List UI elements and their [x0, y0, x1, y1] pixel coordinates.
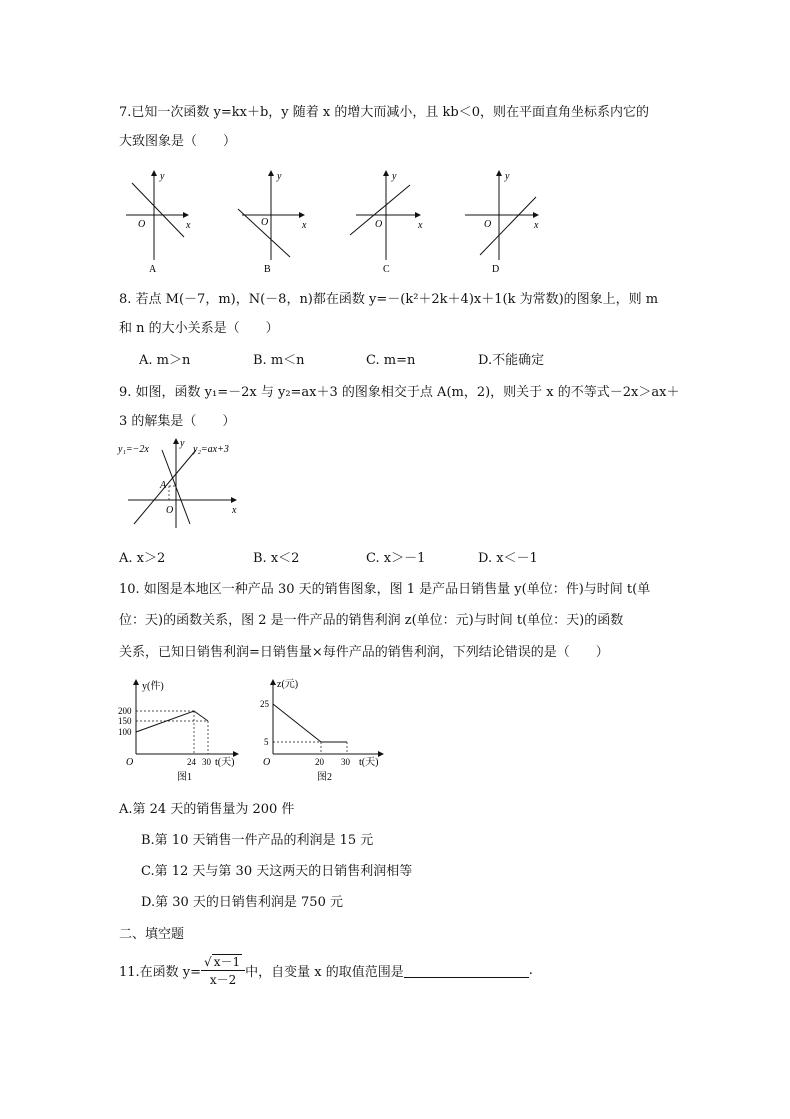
q9-point-a: A [160, 480, 167, 491]
q11-stem [119, 950, 533, 990]
q10-option-b[interactable]: B.第 10 天销售一件产品的利润是 15 元 [141, 833, 374, 848]
q7-c-x-label: x [418, 220, 423, 231]
q7-c-origin: O [375, 219, 383, 230]
q7-graphs-figure [118, 165, 558, 280]
q10-fig1-tick-200: 200 [118, 706, 132, 716]
q7-a-origin: O [138, 219, 146, 230]
q7-graph-b [238, 171, 307, 275]
q10-stem-line1: 10. 如图是本地区一种产品 30 天的销售图象，图 1 是产品日销售量 y(单位：件)与时间 t(单 [119, 582, 651, 597]
q8-option-a[interactable]: A. m＞n [139, 353, 191, 368]
q7-a-y-label: y [160, 171, 165, 182]
q10-fig2-tick-20: 20 [315, 757, 324, 767]
q8-option-d[interactable]: D.不能确定 [478, 353, 545, 368]
q11-suffix: 中，自变量 x 的取值范围是 [245, 964, 404, 980]
q10-fig1-sales-line [136, 711, 208, 732]
q10-fig2-caption: 图2 [317, 772, 332, 783]
q10-fig1-caption: 图1 [177, 772, 192, 783]
q7-c-label: C [383, 264, 390, 275]
q8-option-c[interactable]: C. m=n [366, 353, 416, 368]
q8-option-b[interactable]: B. m＜n [253, 353, 305, 368]
q10-fig1-origin: O [126, 757, 134, 768]
q7-b-label: B [264, 264, 271, 275]
q10-fig2-profit-line [273, 704, 347, 742]
q7-stem-line2: 大致图象是（ ） [119, 134, 237, 149]
q10-fig1-tick-30: 30 [202, 757, 211, 767]
q9-stem-line2: 3 的解集是（ ） [119, 414, 236, 429]
q10-fig2-origin: O [263, 757, 271, 768]
q7-b-origin: O [261, 217, 269, 228]
q8-stem-line1: 8. 若点 M(－7，m)，N(－8，n)都在函数 y=－(k²＋2k＋4)x＋1(k 为常数)的图象上，则 m [119, 292, 659, 307]
q10-fig1-x-label: t(天) [215, 757, 235, 768]
q10-stem-line2: 位：天)的函数关系，图 2 是一件产品的销售利润 z(单位：元)与时间 t(单位：天)的函数 [119, 613, 624, 628]
q11-end: . [528, 962, 533, 978]
q9-label-y2: y₂=ax+3 [193, 444, 229, 455]
q9-option-b[interactable]: B. x＜2 [253, 551, 300, 566]
q9-option-c[interactable]: C. x＞－1 [366, 551, 426, 566]
q10-option-c[interactable]: C.第 12 天与第 30 天这两天的日销售利润相等 [141, 864, 413, 879]
q9-label-y1: y₁=−2x [118, 444, 149, 455]
q9-option-a[interactable]: A. x＞2 [119, 551, 166, 566]
q10-stem-line3: 关系，已知日销售利润=日销售量×每件产品的销售利润，下列结论错误的是（ ） [119, 645, 609, 660]
q7-graph-d [465, 171, 539, 275]
q10-fig1-tick-100: 100 [118, 727, 132, 737]
q7-d-x-label: x [534, 220, 539, 231]
q10-fig1-y-label: y(件) [142, 681, 164, 692]
q10-fig2-tick-5: 5 [264, 737, 269, 747]
q9-y-axis-label: y [180, 438, 185, 449]
section-title-fill-in: 二、填空题 [119, 927, 185, 942]
q7-c-y-label: y [392, 171, 397, 182]
q10-fig1-tick-150: 150 [118, 716, 132, 726]
q7-b-y-label: y [277, 171, 282, 182]
q10-fig1-tick-24: 24 [187, 757, 196, 767]
q7-a-x-label: x [186, 220, 191, 231]
q10-option-a[interactable]: A.第 24 天的销售量为 200 件 [119, 802, 295, 817]
q10-fig2-tick-30: 30 [341, 757, 350, 767]
q10-fig2-tick-25: 25 [260, 699, 269, 709]
q7-graph-c [350, 171, 423, 275]
q7-graph-a [126, 171, 191, 275]
q10-option-d[interactable]: D.第 30 天的日销售利润是 750 元 [141, 895, 343, 910]
q11-fraction: $\frac{√ x-1}{x-2}$ [201, 953, 245, 988]
q7-a-label: A [149, 264, 157, 275]
q7-stem-line1: 7.已知一次函数 y=kx＋b，y 随着 x 的增大而减小，且 kb＜0，则在平面直角坐标系内它的 [119, 105, 649, 120]
q9-stem-line1: 9. 如图，函数 y₁=－2x 与 y₂=ax＋3 的图象相交于点 A(m，2)，则关于 x 的不等式－2x＞ax＋ [119, 385, 680, 400]
q7-d-origin: O [484, 219, 492, 230]
q10-fig2-y-label: z(元) [277, 679, 299, 690]
q9-origin: O [166, 505, 174, 516]
q9-option-d[interactable]: D. x＜－1 [478, 551, 538, 566]
q9-x-axis-label: x [232, 505, 237, 516]
q10-fig2 [255, 674, 390, 784]
q7-b-x-label: x [302, 220, 307, 231]
q11-denominator: x－2 [209, 972, 237, 987]
q10-fig2-x-label: t(天) [359, 757, 379, 768]
q11-numerator: x－1 [213, 954, 241, 969]
q7-d-label: D [492, 264, 500, 275]
q7-d-y-label: y [505, 171, 510, 182]
q11-answer-blank[interactable] [404, 963, 529, 978]
q10-fig1 [116, 674, 246, 784]
q9-figure [116, 436, 251, 531]
q8-stem-line2: 和 n 的大小关系是（ ） [119, 321, 279, 336]
q11-prefix: 11.在函数 y= [119, 964, 202, 980]
